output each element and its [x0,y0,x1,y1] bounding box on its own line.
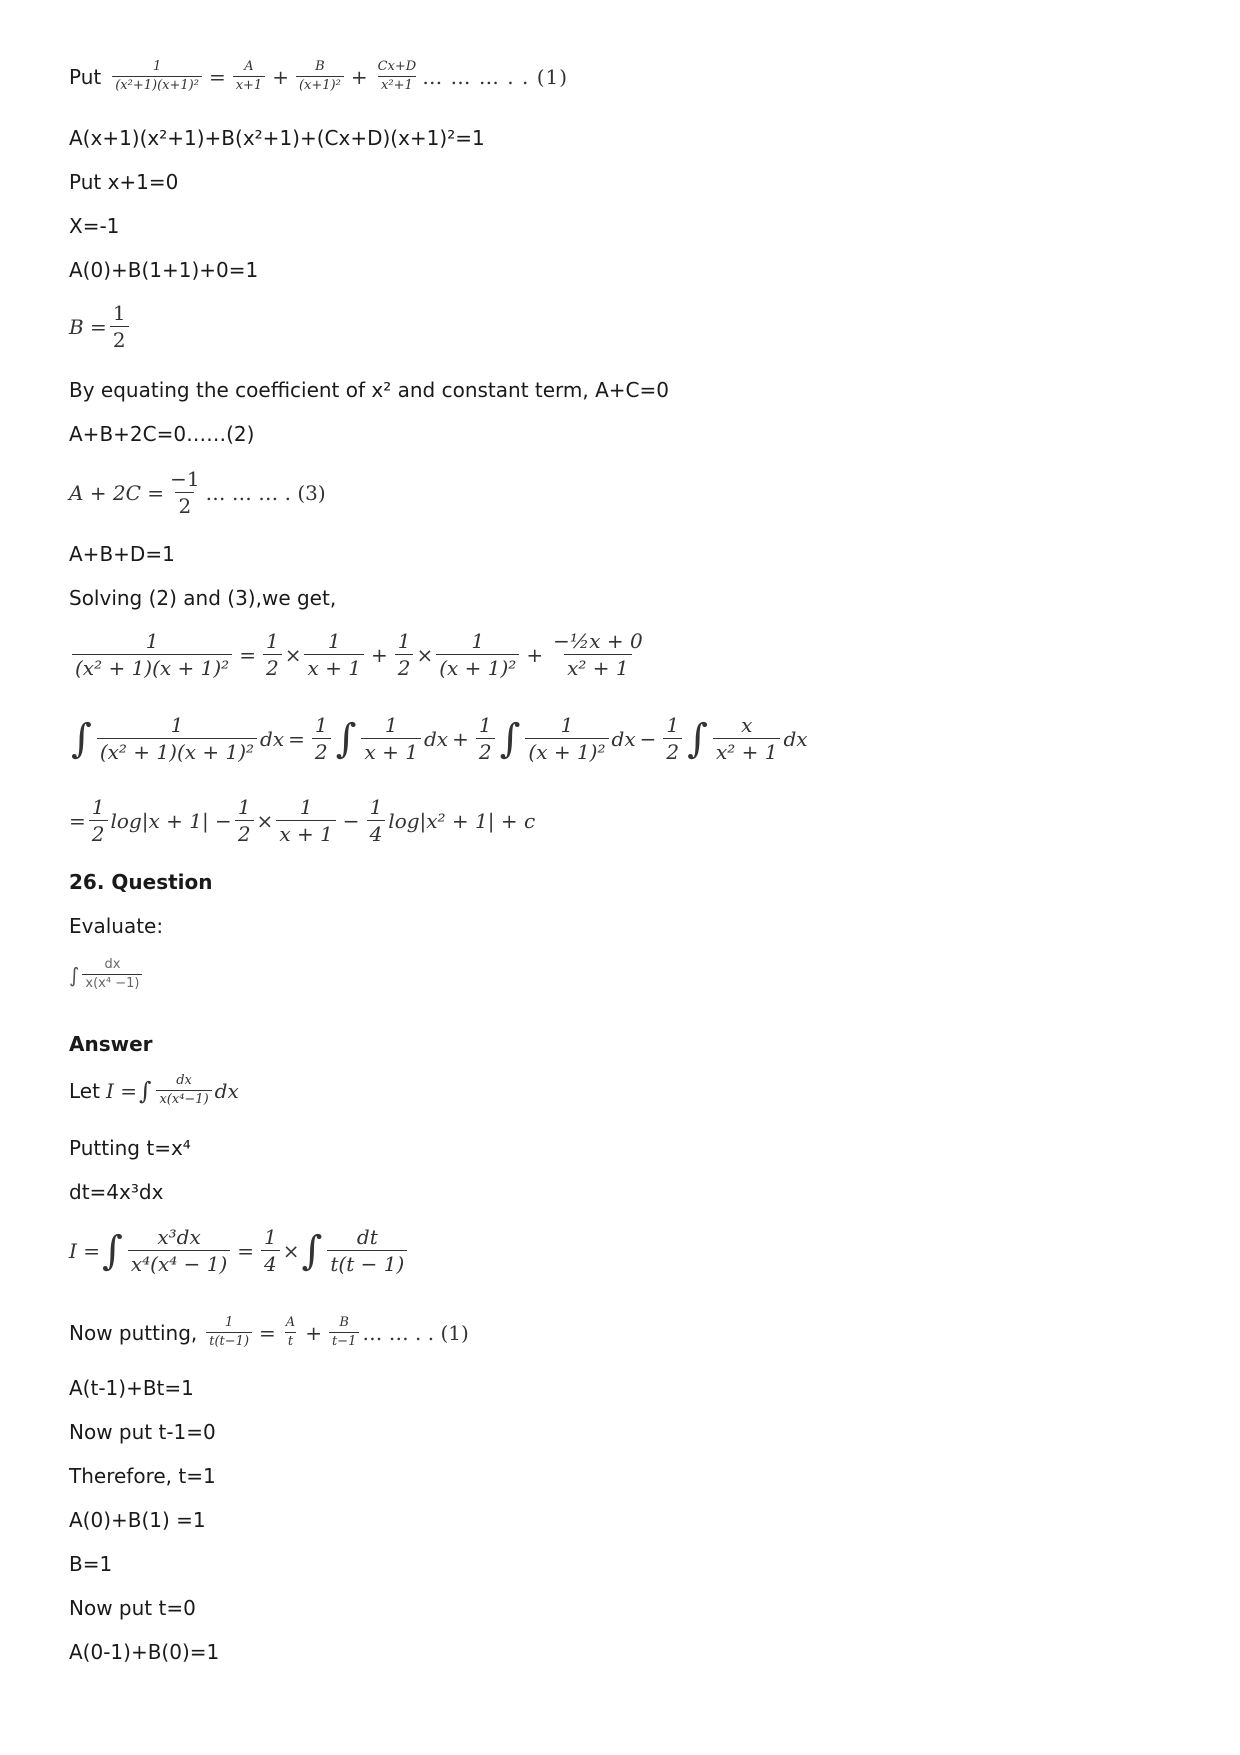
partial-fraction-setup [69,60,568,94]
times-sign: × [282,1238,300,1263]
denominator: x² + 1 [564,654,632,679]
denominator: t−1 [329,1332,359,1349]
denominator: 2 [476,738,495,763]
fraction [304,630,363,679]
numerator: 1 [478,713,492,737]
step-line: Putting t=x⁴ [69,1136,191,1160]
equation-1 [109,60,568,94]
denominator: t(t−1) [206,1332,252,1349]
times-sign: × [256,808,274,833]
partial-fraction-t [203,1316,469,1350]
step-line: By equating the coefficient of x² and constant term, A+C=0 [69,378,669,402]
denominator: 2 [89,820,108,845]
fraction [263,630,282,679]
plus-sign: + [370,642,388,667]
denominator: 2 [175,492,194,517]
denominator: (x + 1)² [525,738,608,763]
numerator: A [244,59,254,74]
denominator: x²+1 [378,76,416,93]
fraction [367,796,386,845]
numerator: 1 [560,713,574,737]
fraction [97,714,257,763]
differential: dx [214,1078,239,1103]
numerator: 1 [265,629,279,653]
denominator: 2 [312,738,331,763]
denominator: (x²+1)(x+1)² [112,76,202,93]
fraction [713,714,781,763]
let-equation [106,1074,239,1108]
plus-sign: + [272,64,289,89]
minus-sign: − [342,808,360,833]
numerator: 1 [264,1225,277,1249]
integral-icon: ∫ [687,715,708,762]
denominator: (x² + 1)(x + 1)² [72,654,232,679]
fraction [283,1316,298,1350]
answer-heading: Answer [69,1032,153,1056]
fraction [82,958,142,992]
fraction [110,302,129,351]
times-sign: × [284,642,302,667]
plus-sign: + [350,64,368,89]
identity-line: A(x+1)(x²+1)+B(x²+1)+(Cx+D)(x+1)²=1 [69,126,485,150]
fraction [233,60,266,94]
result-part: log|x + 1| − [110,808,232,833]
step-line: Solving (2) and (3),we get, [69,586,337,610]
fraction [395,630,414,679]
lhs: I = [105,1078,137,1103]
integral-icon: ∫ [335,715,357,762]
denominator: x+1 [233,76,266,93]
fraction [276,796,335,845]
fraction [327,1226,407,1275]
integral-split: ∫ $\frac{1}{\text{(x² + 1)(x + 1)²}}$ dx = $\frac{1}{2}$ ∫ $\frac{1}{x + 1}$ dx + $\frac{1}{2}$ ∫ $\frac{1}{\text{(x + 1)²}}$ dx − $\frac{1}{2}$ ∫ $\frac{x}{\text{x² + 1}}$ dx [71,713,808,764]
fraction [156,1074,211,1108]
denominator: 2 [663,738,682,763]
fraction [476,714,495,763]
fraction [525,714,608,763]
fraction [206,1316,252,1350]
equals-sign: = [259,1320,276,1345]
step-line: Therefore, t=1 [69,1464,216,1488]
denominator: x² + 1 [713,738,781,763]
numerator: A [285,1315,296,1330]
fraction [72,630,232,679]
step-line: A+B+D=1 [69,542,175,566]
equals-sign: = [208,64,226,89]
numerator: 1 [299,795,313,819]
integral-icon: ∫ [301,1227,323,1274]
numerator: dx [176,1073,192,1088]
numerator: 1 [225,1315,234,1330]
fraction [89,796,108,845]
numerator: x³dx [157,1225,201,1249]
step-line: A(0)+B(1+1)+0=1 [69,258,259,282]
plus-sign: + [305,1320,322,1345]
numerator: −1 [170,467,200,491]
numerator: 1 [666,713,680,737]
denominator: x + 1 [276,820,335,845]
denominator: x(x⁴ −1) [82,974,142,991]
numerator: −½x + 0 [553,629,643,653]
question-heading: 26. Question [69,870,213,894]
numerator: 1 [237,795,251,819]
put-label: Put [69,64,102,89]
fraction [112,60,202,94]
denominator: (x + 1)² [436,654,519,679]
numerator: dt [356,1225,378,1249]
fraction [261,1226,280,1275]
step-line: A(t-1)+Bt=1 [69,1376,194,1400]
numerator: 1 [384,713,398,737]
b-label: B = [69,314,107,339]
let-label: Let [69,1078,100,1103]
denominator: 2 [395,654,414,679]
fraction [436,630,519,679]
let-line [69,1074,239,1108]
denominator: 2 [235,820,254,845]
denominator: x + 1 [361,738,420,763]
numerator: 1 [170,713,184,737]
numerator: dx [104,957,121,972]
denominator: x(x⁴−1) [156,1090,211,1107]
integral-result [69,796,535,845]
step-line: X=-1 [69,214,120,238]
lhs: A + 2C = [69,480,165,505]
equals-sign: = [239,642,256,667]
numerator: 1 [91,795,105,819]
denominator: 4 [261,1250,280,1275]
equation-3 [69,468,326,517]
numerator: 1 [152,59,162,74]
decomposition-result [69,630,649,679]
denominator: 2 [110,326,129,351]
integral-icon: ∫ [69,962,80,987]
now-putting-label: Now putting, [69,1320,198,1345]
evaluate-label: Evaluate: [69,914,164,938]
numerator: 1 [397,629,411,653]
step-line: A(0-1)+B(0)=1 [69,1640,220,1664]
fraction [663,714,682,763]
numerator: Cx+D [377,59,417,74]
equals-sign: = [69,808,86,833]
question-integral [69,958,145,992]
integral-icon: ∫ [499,715,521,762]
step-line: B=1 [69,1552,113,1576]
plus-sign: + [452,726,469,751]
numerator: 1 [145,629,159,653]
step-line: A(0)+B(1) =1 [69,1508,206,1532]
numerator: B [315,59,325,74]
equation-tag: … … . . (1) [362,1320,469,1345]
now-putting-line [69,1316,469,1350]
integral-icon: ∫ [138,1076,152,1105]
b-value [69,302,132,351]
integral-icon: ∫ [71,715,92,762]
equation-tag: … … … . (3) [205,480,326,505]
denominator: t [285,1332,296,1349]
equation-2: A+B+2C=0……(2) [69,422,255,446]
equals-sign: = [237,1238,255,1263]
substitution-integral [69,1226,410,1275]
numerator: 1 [471,629,485,653]
numerator: x [741,713,753,737]
fraction [329,1316,359,1350]
denominator: (x+1)² [296,76,344,93]
times-sign: × [416,642,434,667]
equals-sign: = [288,726,305,751]
plus-sign: + [526,642,544,667]
denominator: x⁴(x⁴ − 1) [128,1250,230,1275]
denominator: 2 [263,654,282,679]
equation-tag: … … … . . (1) [422,64,569,89]
result-part: log|x² + 1| + c [388,808,536,833]
numerator: 1 [314,713,328,737]
minus-sign: − [639,726,657,751]
fraction [128,1226,230,1275]
step-line: Put x+1=0 [69,170,179,194]
integral-icon: ∫ [102,1227,123,1274]
numerator: 1 [112,301,126,325]
denominator: (x² + 1)(x + 1)² [97,738,257,763]
denominator: 4 [367,820,386,845]
fraction [296,60,344,94]
fraction [235,796,254,845]
denominator: t(t − 1) [327,1250,407,1275]
step-line: Now put t-1=0 [69,1420,216,1444]
step-line: Now put t=0 [69,1596,196,1620]
fraction [167,468,202,517]
numerator: 1 [327,629,341,653]
fraction [375,60,420,94]
denominator: x + 1 [304,654,363,679]
fraction [550,630,646,679]
lhs: I = [69,1238,101,1263]
step-line: dt=4x³dx [69,1180,164,1204]
fraction [312,714,331,763]
numerator: 1 [369,795,383,819]
fraction [361,714,420,763]
numerator: B [339,1315,349,1330]
